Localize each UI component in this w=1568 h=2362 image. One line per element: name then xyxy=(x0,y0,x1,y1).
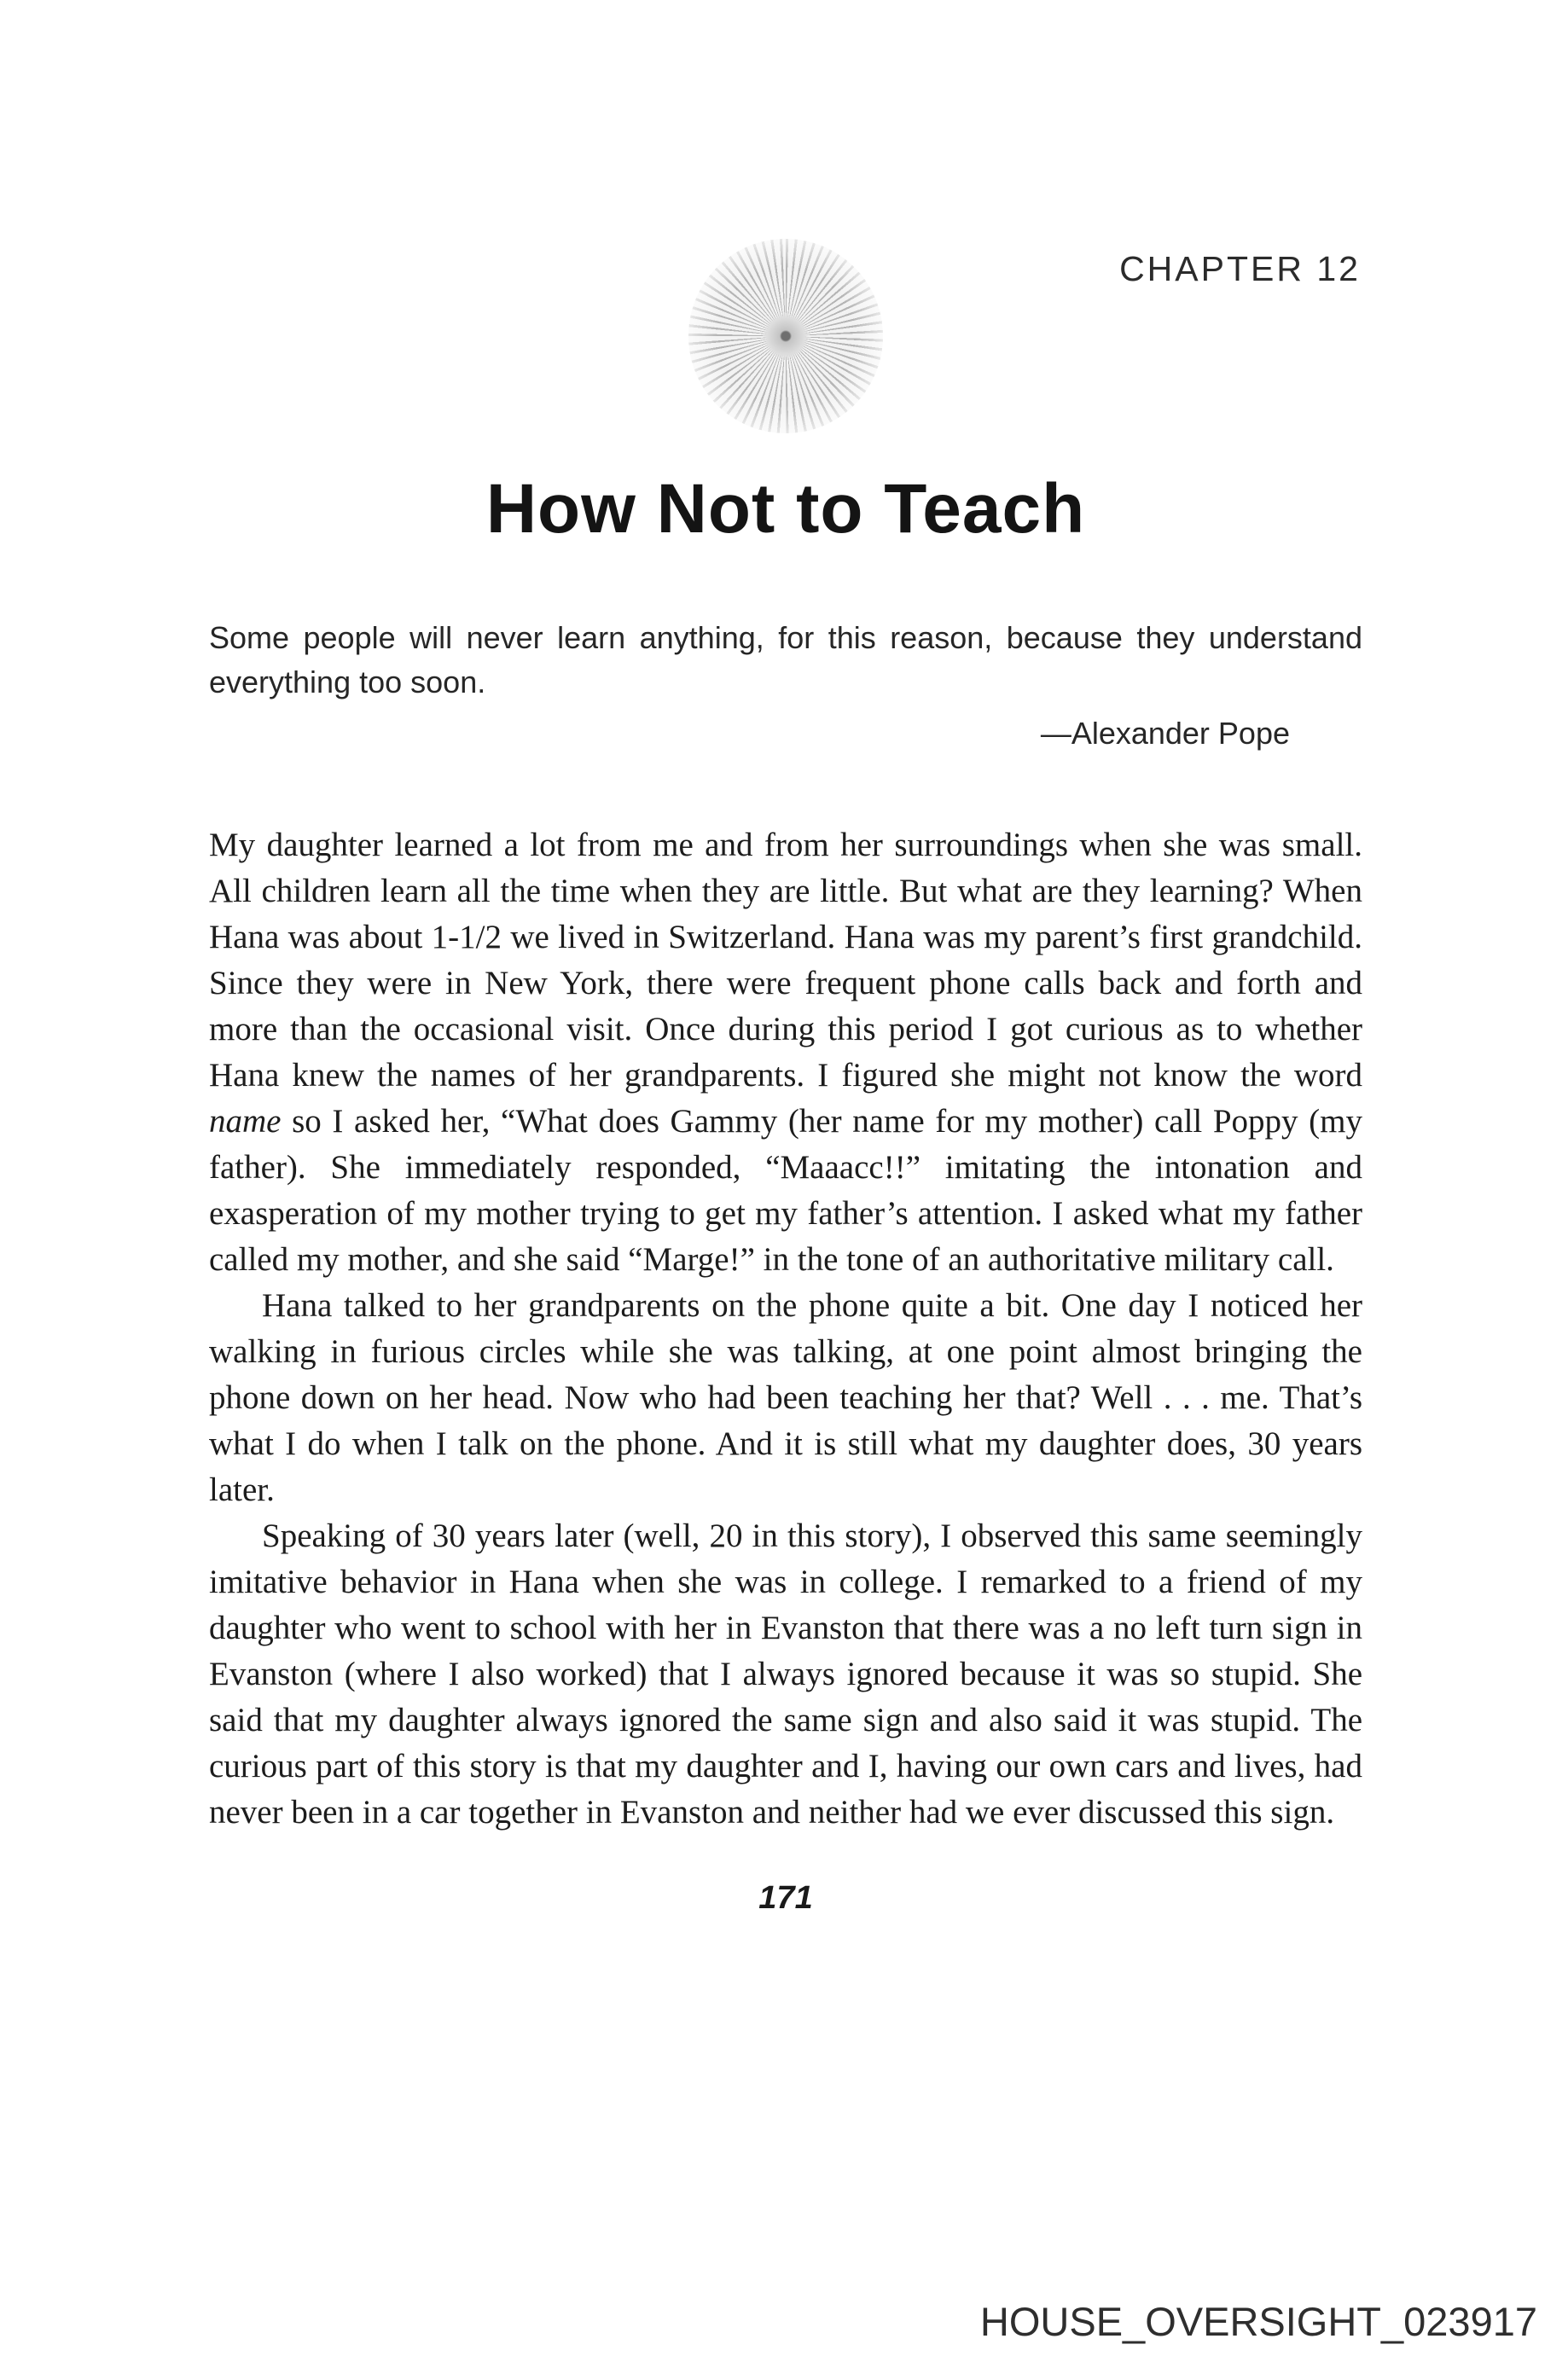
nautilus-shell-image xyxy=(688,239,883,433)
body-paragraphs xyxy=(209,822,1362,1836)
paragraph xyxy=(209,1513,1362,1836)
paragraph-text: My daughter learned a lot from me and from her surroundings when she was small. All children learn all the time when they are little. But what are they learning? When Hana was about 1-1/2 we lived in Switzerland. Hana was my parent’s first grandchild. Since they were in New York, there were frequent phone calls back and forth and more than the occasional visit. Once during this period I got curious as to whether Hana knew the names of her grandparents. I figured she might not know the word xyxy=(209,827,1362,1094)
chapter-label: CHAPTER 12 xyxy=(1119,249,1361,288)
epigraph xyxy=(209,616,1362,756)
paragraph xyxy=(209,822,1362,1283)
epigraph-text: Some people will never learn anything, for this reason, because they understand everything too soon. xyxy=(209,620,1362,699)
watermark: HOUSE_OVERSIGHT_023917 xyxy=(979,2299,1537,2344)
italic-text: name xyxy=(209,1103,282,1140)
epigraph-attribution: —Alexander Pope xyxy=(1040,716,1290,751)
paragraph-text: Hana talked to her grandparents on the phone quite a bit. One day I noticed her walking in furious circles while she was talking, at one point almost bringing the phone down on her head. Now who had been teaching her that? Well . . . me. That’s what I do when I talk on the phone. And it is still what my daughter does, 30 years later. xyxy=(209,1287,1362,1508)
paragraph-text: so I asked her, “What does Gammy (her name for my mother) call Poppy (my father). She immediately responded, “Maaacc!!” imitating the intonation and exasperation of my mother trying to get my father’s attention. I asked what my father called my mother, and she said “Marge!” in the tone of an authoritative military call. xyxy=(209,1103,1362,1278)
paragraph-text: Speaking of 30 years later (well, 20 in this story), I observed this same seemingly imitative behavior in Hana when she was in college. I remarked to a friend of my daughter who went to school with her in Evanston that there was a no left turn sign in Evanston (where I also worked) that I always ignored because it was so stupid. She said that my daughter always ignored the same sign and also said it was stupid. The curious part of this story is that my daughter and I, having our own cars and lives, had never been in a car together in Evanston and neither had we ever discussed this sign. xyxy=(209,1518,1362,1831)
page-content xyxy=(209,0,1362,1917)
paragraph xyxy=(209,1283,1362,1513)
page-number: 171 xyxy=(758,1880,813,1916)
page-title: How Not to Teach xyxy=(485,470,1086,548)
